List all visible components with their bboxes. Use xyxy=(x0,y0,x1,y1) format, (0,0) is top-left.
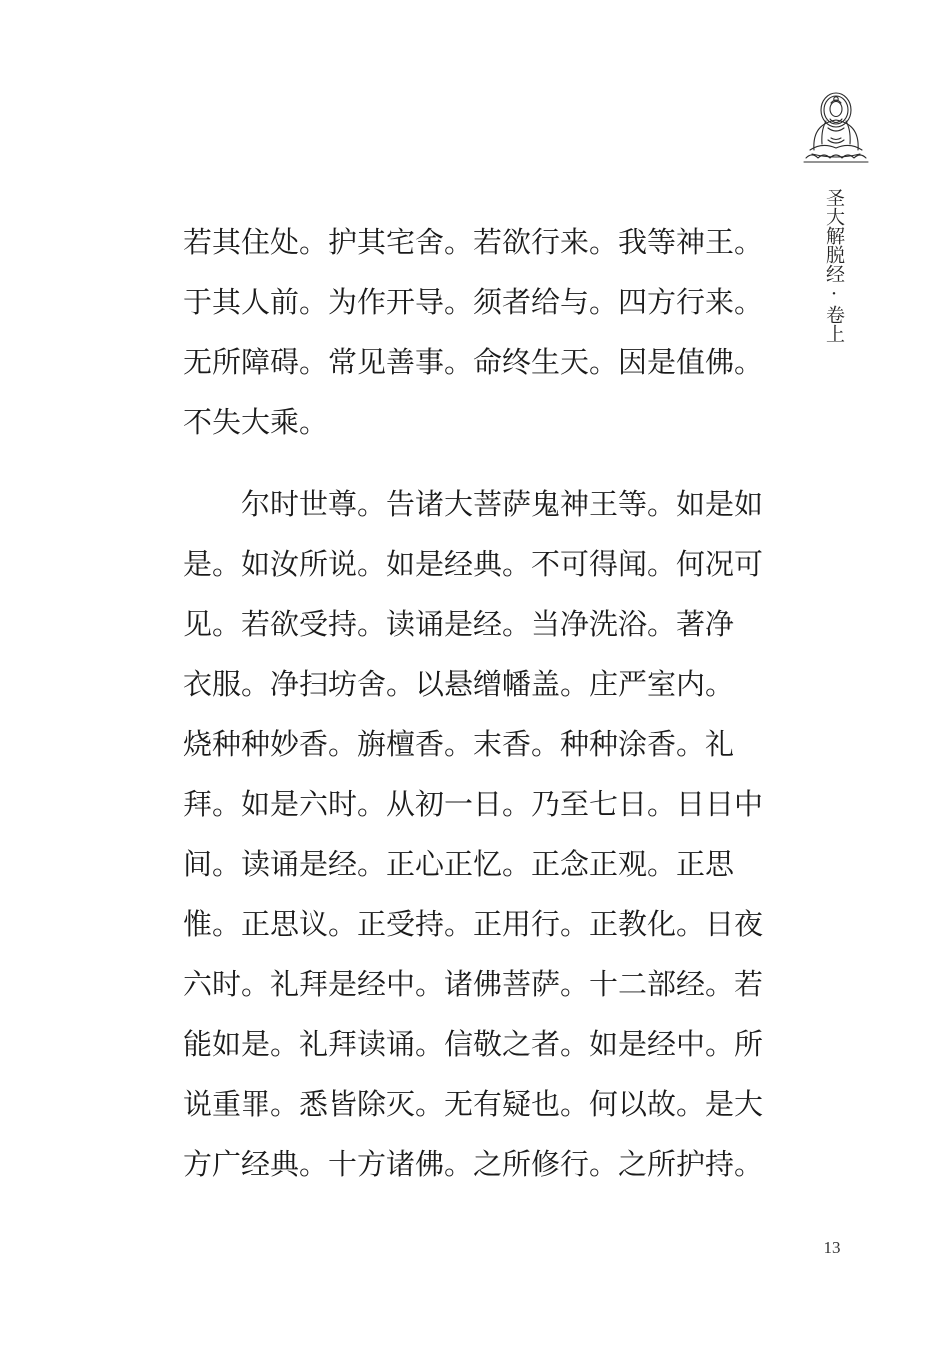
text-line: 于其人前。为作开导。须者给与。四方行来。 xyxy=(183,285,764,319)
running-title: 圣大解脱经·卷上 xyxy=(823,188,845,343)
text-line: 说重罪。悉皆除灭。无有疑也。何以故。是大 xyxy=(183,1087,764,1121)
text-line: 若其住处。护其宅舍。若欲行来。我等神王。 xyxy=(183,225,764,259)
paragraph-gap xyxy=(183,452,768,474)
paragraph xyxy=(183,474,768,1194)
paragraph xyxy=(183,212,768,452)
text-line: 尔时世尊。告诸大菩萨鬼神王等。如是如 xyxy=(241,487,764,521)
text-line: 拜。如是六时。从初一日。乃至七日。日日中 xyxy=(183,787,764,821)
text-line: 烧种种妙香。旃檀香。末香。种种涂香。礼 xyxy=(183,727,735,761)
text-line: 衣服。净扫坊舍。以悬缯幡盖。庄严室内。 xyxy=(183,667,735,701)
text-line: 惟。正思议。正受持。正用行。正教化。日夜 xyxy=(183,907,764,941)
seated-buddha-icon xyxy=(800,88,872,166)
body-text xyxy=(183,212,768,1194)
text-line: 是。如汝所说。如是经典。不可得闻。何况可 xyxy=(183,547,764,581)
text-line: 方广经典。十方诸佛。之所修行。之所护持。 xyxy=(183,1147,764,1181)
text-line: 无所障碍。常见善事。命终生天。因是值佛。 xyxy=(183,345,764,379)
text-line: 能如是。礼拜读诵。信敬之者。如是经中。所 xyxy=(183,1027,764,1061)
text-line: 不失大乘。 xyxy=(183,405,329,439)
text-line: 间。读诵是经。正心正忆。正念正观。正思 xyxy=(183,847,735,881)
page-number: 13 xyxy=(823,1238,841,1257)
text-line: 见。若欲受持。读诵是经。当净洗浴。著净 xyxy=(183,607,735,641)
text-line: 六时。礼拜是经中。诸佛菩萨。十二部经。若 xyxy=(183,967,764,1001)
